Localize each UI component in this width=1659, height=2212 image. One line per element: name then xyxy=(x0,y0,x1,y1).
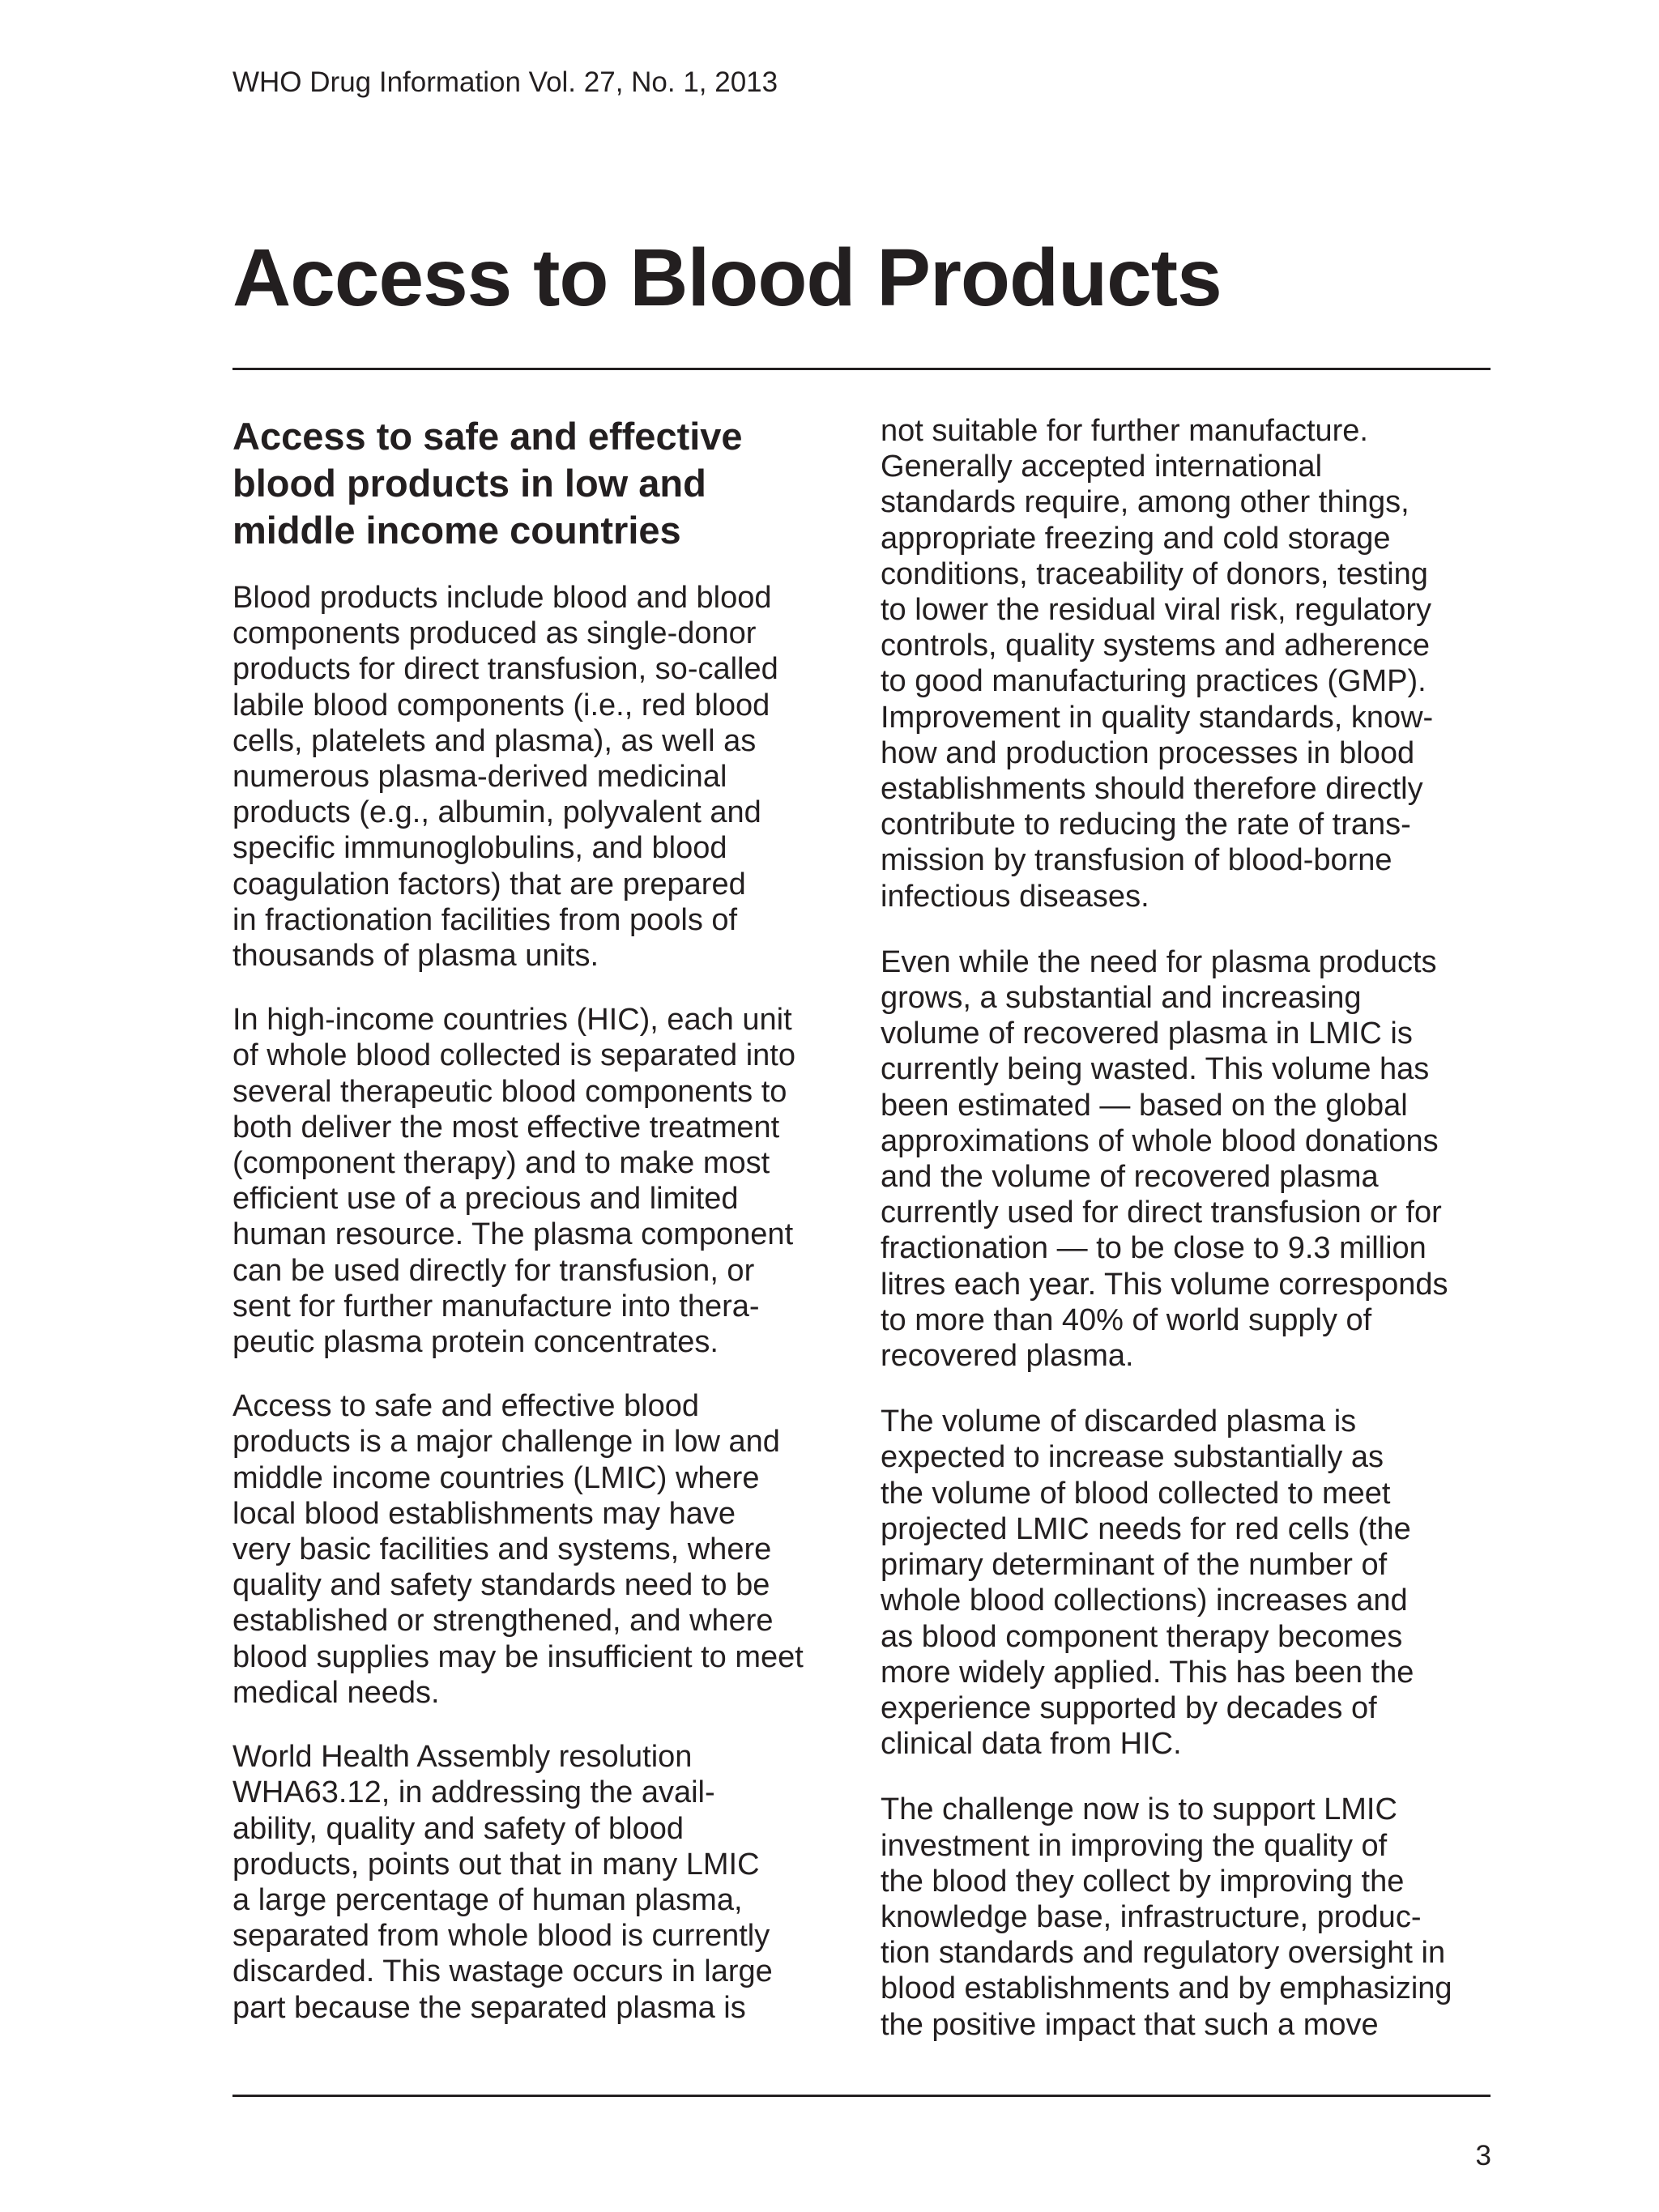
text-line: middle income countries xyxy=(232,509,681,552)
text-line: tion standards and regulatory oversight in xyxy=(881,1936,1446,1971)
text-line: several therapeutic blood components to xyxy=(232,1074,787,1109)
text-line: to lower the residual viral risk, regulatory xyxy=(881,593,1432,628)
text-line: separated from whole blood is currently xyxy=(232,1919,770,1954)
text-line: conditions, traceability of donors, testing xyxy=(881,556,1428,591)
text-line: to good manufacturing practices (GMP). xyxy=(881,664,1427,699)
text-line: middle income countries (LMIC) where xyxy=(232,1460,760,1495)
text-line: The volume of discarded plasma is xyxy=(881,1404,1357,1439)
text-line: The challenge now is to support LMIC xyxy=(881,1792,1397,1827)
text-line: part because the separated plasma is xyxy=(232,1990,746,2025)
body-paragraph xyxy=(232,1002,864,1360)
text-line: to more than 40% of world supply of xyxy=(881,1302,1372,1337)
text-line: currently being wasted. This volume has xyxy=(881,1052,1430,1087)
text-line: In high-income countries (HIC), each unit xyxy=(232,1003,792,1038)
text-line: litres each year. This volume corresponds xyxy=(881,1267,1448,1302)
title-divider xyxy=(232,368,1491,370)
text-line: coagulation factors) that are prepared xyxy=(232,867,746,901)
text-line: been estimated — based on the global xyxy=(881,1088,1408,1123)
text-line: numerous plasma-derived medicinal xyxy=(232,760,727,795)
text-line: a large percentage of human plasma, xyxy=(232,1882,743,1917)
text-line: whole blood collections) increases and xyxy=(881,1583,1408,1618)
text-line: contribute to reducing the rate of trans- xyxy=(881,808,1411,842)
text-line: currently used for direct transfusion or for xyxy=(881,1196,1442,1230)
text-line: knowledge base, infrastructure, produc- xyxy=(881,1899,1422,1934)
text-line: the positive impact that such a move xyxy=(881,2007,1379,2042)
body-paragraph xyxy=(881,1404,1512,1762)
text-line: grows, a substantial and increasing xyxy=(881,981,1362,1016)
text-line: blood products in low and xyxy=(232,462,706,505)
text-line: approximations of whole blood donations xyxy=(881,1123,1439,1158)
page-title: Access to Blood Products xyxy=(232,232,1222,323)
text-line: both deliver the most effective treatment xyxy=(232,1110,780,1144)
text-line: as blood component therapy becomes xyxy=(881,1619,1403,1654)
left-column xyxy=(232,413,864,2054)
left-column-body xyxy=(232,580,864,2026)
body-paragraph xyxy=(232,580,864,974)
text-line: experience supported by decades of xyxy=(881,1690,1377,1725)
text-line: of whole blood collected is separated into xyxy=(232,1038,796,1073)
text-line: discarded. This wastage occurs in large xyxy=(232,1954,773,1989)
text-line: World Health Assembly resolution xyxy=(232,1740,693,1775)
body-paragraph xyxy=(232,1739,864,2026)
text-line: efficient use of a precious and limited xyxy=(232,1182,739,1217)
text-line: mission by transfusion of blood-borne xyxy=(881,843,1392,878)
text-line: can be used directly for transfusion, or xyxy=(232,1253,755,1288)
text-line: peutic plasma protein concentrates. xyxy=(232,1325,719,1360)
text-line: projected LMIC needs for red cells (the xyxy=(881,1511,1411,1546)
section-heading xyxy=(232,413,864,554)
text-line: fractionation — to be close to 9.3 million xyxy=(881,1231,1427,1266)
running-header: WHO Drug Information Vol. 27, No. 1, 2013 xyxy=(232,66,778,98)
text-line: products (e.g., albumin, polyvalent and xyxy=(232,795,761,830)
text-line: not suitable for further manufacture. xyxy=(881,414,1368,448)
text-line: the blood they collect by improving the xyxy=(881,1864,1405,1899)
right-column-body xyxy=(881,413,1512,2043)
text-line: very basic facilities and systems, where xyxy=(232,1532,772,1567)
text-line: clinical data from HIC. xyxy=(881,1727,1182,1762)
text-line: establishments should therefore directly xyxy=(881,772,1423,807)
body-paragraph xyxy=(881,944,1512,1374)
text-line: Improvement in quality standards, know- xyxy=(881,700,1434,735)
footer-divider xyxy=(232,2095,1491,2097)
body-paragraph xyxy=(881,1792,1512,2042)
text-line: how and production processes in blood xyxy=(881,735,1415,770)
text-line: WHA63.12, in addressing the avail- xyxy=(232,1775,715,1810)
body-paragraph xyxy=(232,1388,864,1711)
text-line: controls, quality systems and adherence xyxy=(881,629,1431,663)
text-line: Access to safe and effective xyxy=(232,415,743,458)
text-line: Blood products include blood and blood xyxy=(232,581,772,615)
text-line: ability, quality and safety of blood xyxy=(232,1811,684,1846)
body-paragraph xyxy=(881,413,1512,914)
text-line: human resource. The plasma component xyxy=(232,1217,794,1252)
text-line: products is a major challenge in low and xyxy=(232,1425,780,1460)
text-line: more widely applied. This has been the xyxy=(881,1655,1414,1690)
text-line: Access to safe and effective blood xyxy=(232,1389,699,1424)
text-line: quality and safety standards need to be xyxy=(232,1568,770,1603)
text-line: Generally accepted international xyxy=(881,450,1323,484)
text-line: standards require, among other things, xyxy=(881,485,1410,520)
text-line: labile blood components (i.e., red blood xyxy=(232,688,770,722)
page-number: 3 xyxy=(1475,2140,1491,2172)
text-line: in fractionation facilities from pools of xyxy=(232,902,738,937)
text-line: investment in improving the quality of xyxy=(881,1828,1388,1863)
text-line: the volume of blood collected to meet xyxy=(881,1476,1391,1511)
text-line: (component therapy) and to make most xyxy=(232,1146,770,1181)
text-line: and the volume of recovered plasma xyxy=(881,1160,1379,1195)
text-line: sent for further manufacture into thera- xyxy=(232,1289,760,1323)
text-line: blood supplies may be insufficient to meet xyxy=(232,1639,804,1674)
text-line: volume of recovered plasma in LMIC is xyxy=(881,1016,1413,1051)
right-column xyxy=(881,413,1512,2073)
text-line: thousands of plasma units. xyxy=(232,939,599,974)
text-line: primary determinant of the number of xyxy=(881,1548,1388,1583)
text-line: established or strengthened, and where xyxy=(232,1604,774,1639)
text-line: specific immunoglobulins, and blood xyxy=(232,831,727,866)
text-line: local blood establishments may have xyxy=(232,1496,736,1531)
text-line: Even while the need for plasma products xyxy=(881,944,1437,979)
text-line: cells, platelets and plasma), as well as xyxy=(232,723,757,758)
text-line: components produced as single-donor xyxy=(232,616,757,651)
text-line: blood establishments and by emphasizing xyxy=(881,1971,1452,2006)
text-line: medical needs. xyxy=(232,1675,440,1710)
text-line: recovered plasma. xyxy=(881,1339,1134,1374)
text-line: products for direct transfusion, so-called xyxy=(232,652,778,687)
text-line: infectious diseases. xyxy=(881,879,1149,914)
text-line: products, points out that in many LMIC xyxy=(232,1847,760,1882)
text-line: appropriate freezing and cold storage xyxy=(881,521,1391,556)
text-line: expected to increase substantially as xyxy=(881,1440,1384,1475)
